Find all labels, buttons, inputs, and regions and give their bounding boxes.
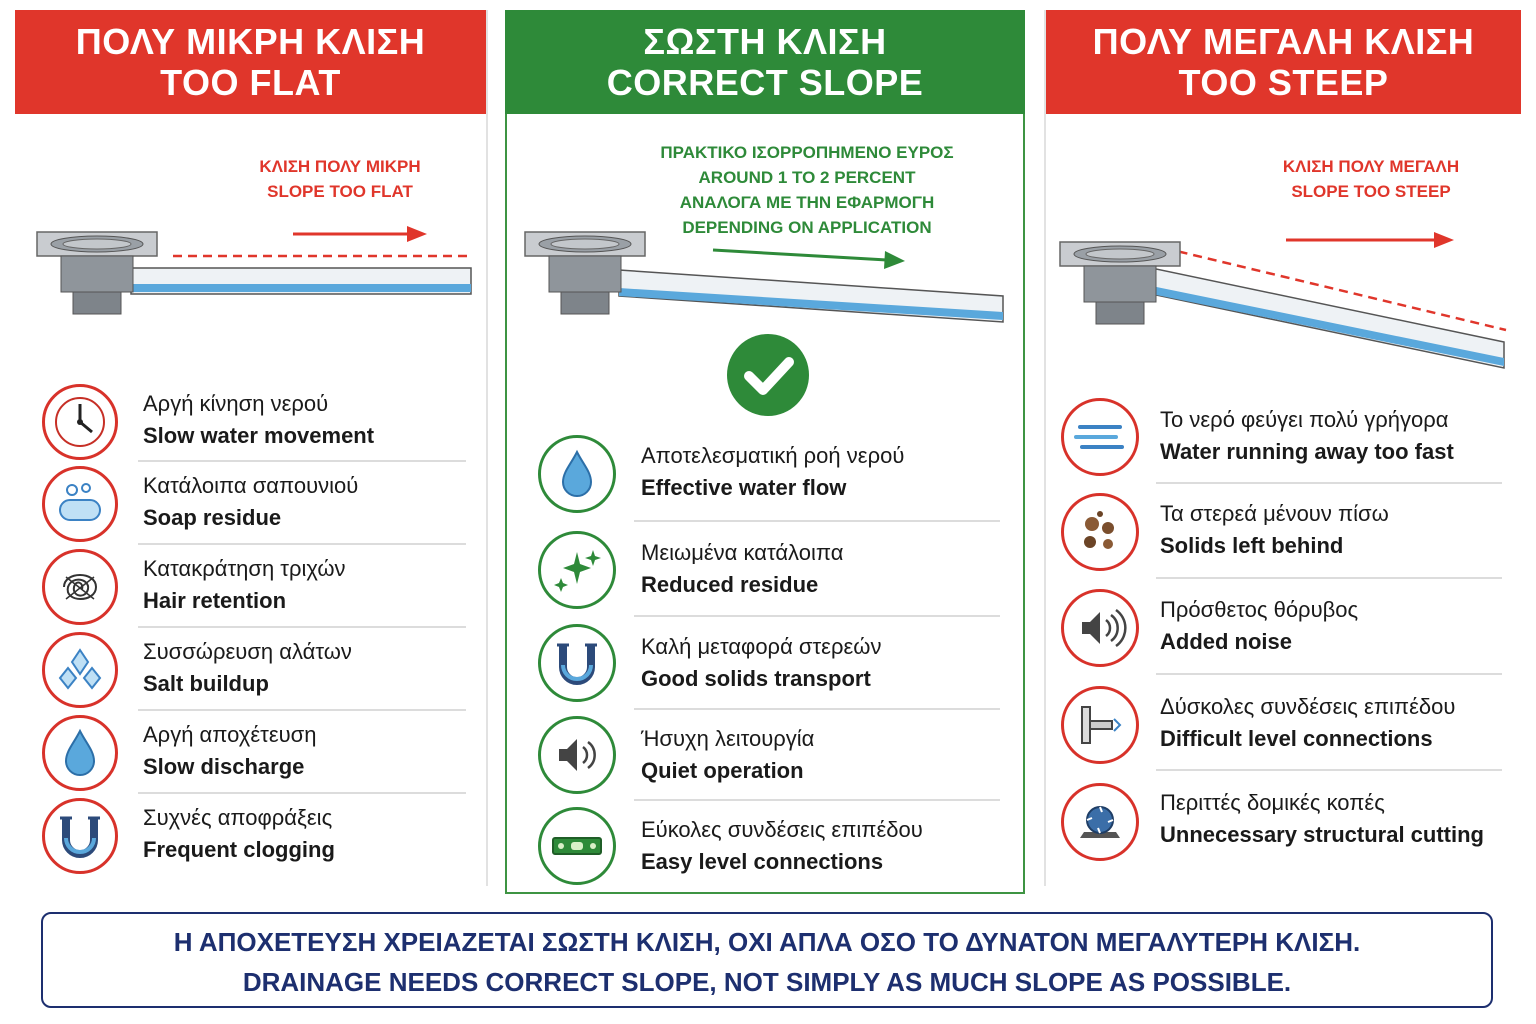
item-label-gr: Ήσυχη λειτουργία: [641, 726, 815, 751]
flat-item-4: [143, 636, 352, 700]
steep-item-4: [1160, 691, 1455, 755]
item-label-gr: Συσσώρευση αλάτων: [143, 639, 352, 664]
water-drop-icon: [42, 715, 118, 791]
item-label-en: Added noise: [1160, 629, 1293, 654]
divider: [138, 626, 466, 628]
flat-item-2: [143, 470, 358, 534]
item-label-en: Salt buildup: [143, 671, 269, 696]
fast-water-icon: [1061, 398, 1139, 476]
item-label-gr: Πρόσθετος θόρυβος: [1160, 597, 1359, 622]
item-label-gr: Κατακράτηση τριχών: [143, 556, 346, 581]
too-flat-title-gr: ΠΟΛΥ ΜΙΚΡΗ ΚΛΙΣΗ: [75, 21, 426, 62]
item-label-en: Easy level connections: [641, 849, 884, 874]
check-icon: [727, 334, 809, 416]
conclusion-gr: Η ΑΠΟΧΕΤΕΥΣΗ ΧΡΕΙΑΖΕΤΑΙ ΣΩΣΤΗ ΚΛΙΣΗ, ΟΧΙ ΑΠΛΑ ΟΣΟ ΤΟ ΔΥΝΑΤΟΝ ΜΕΓΑΛΥΤΕΡΗ ΚΛΙΣΗ.: [173, 927, 1361, 957]
divider: [634, 520, 1000, 522]
divider: [138, 709, 466, 711]
item-label-gr: Αργή κίνηση νερού: [143, 391, 329, 416]
correct-item-1: [641, 440, 904, 504]
divider: [634, 799, 1000, 801]
correct-title-en: CORRECT SLOPE: [606, 62, 924, 103]
too-steep-title-en: TOO STEEP: [1178, 62, 1389, 103]
item-label-gr: Περιττές δομικές κοπές: [1160, 790, 1385, 815]
item-label-en: Effective water flow: [641, 475, 847, 500]
steep-item-1: [1160, 404, 1454, 468]
item-label-gr: Δύσκολες συνδέσεις επιπέδου: [1160, 694, 1456, 719]
item-label-en: Slow water movement: [143, 423, 375, 448]
sparkles-icon: [538, 531, 616, 609]
item-label-en: Solids left behind: [1160, 533, 1344, 558]
too-steep-note-gr: ΚΛΙΣΗ ΠΟΛΥ ΜΕΓΑΛΗ: [1282, 157, 1460, 176]
divider: [1156, 769, 1502, 771]
item-label-gr: Κατάλοιπα σαπουνιού: [143, 473, 359, 498]
u-trap-icon: [42, 798, 118, 874]
water-drop-icon: [538, 435, 616, 513]
u-trap-icon: [538, 624, 616, 702]
item-label-gr: Εύκολες συνδέσεις επιπέδου: [641, 817, 923, 842]
speaker-icon: [538, 716, 616, 794]
steep-item-2: [1160, 498, 1389, 562]
correct-slope-header: [505, 10, 1025, 114]
solids-icon: [1061, 493, 1139, 571]
divider: [1156, 673, 1502, 675]
too-flat-note: [215, 154, 465, 204]
item-label-en: Hair retention: [143, 588, 287, 613]
divider: [1156, 482, 1502, 484]
flat-item-1: [143, 388, 374, 452]
divider: [138, 460, 466, 462]
item-label-en: Good solids transport: [641, 666, 871, 691]
correct-item-3: [641, 631, 881, 695]
too-flat-header: [15, 10, 486, 114]
item-label-gr: Συχνές αποφράξεις: [143, 805, 333, 830]
steep-item-5: [1160, 787, 1484, 851]
item-label-en: Quiet operation: [641, 758, 804, 783]
flat-item-6: [143, 802, 335, 866]
flat-item-5: [143, 719, 316, 783]
steep-drain-diagram: [1058, 216, 1518, 376]
correct-note-line: ΑΝΑΛΟΓΑ ΜΕ ΤΗΝ ΕΦΑΡΜΟΓΗ: [679, 193, 935, 212]
saw-cutting-icon: [1061, 783, 1139, 861]
spirit-level-icon: [538, 807, 616, 885]
item-label-gr: Τα στερεά μένουν πίσω: [1160, 501, 1389, 526]
item-label-gr: Αποτελεσματική ροή νερού: [641, 443, 905, 468]
item-label-en: Frequent clogging: [143, 837, 335, 862]
divider: [634, 615, 1000, 617]
too-steep-note: [1246, 154, 1496, 204]
loud-speaker-icon: [1061, 589, 1139, 667]
pipe-connection-icon: [1061, 686, 1139, 764]
too-steep-title-gr: ΠΟΛΥ ΜΕΓΑΛΗ ΚΛΙΣΗ: [1092, 21, 1475, 62]
soap-icon: [42, 466, 118, 542]
salt-crystals-icon: [42, 632, 118, 708]
item-label-en: Soap residue: [143, 505, 282, 530]
conclusion-en: DRAINAGE NEEDS CORRECT SLOPE, NOT SIMPLY AS MUCH SLOPE AS POSSIBLE.: [242, 967, 1292, 997]
correct-item-2: [641, 537, 843, 601]
correct-note-line: DEPENDING ON APPLICATION: [682, 218, 932, 237]
correct-note-line: ΠΡΑΚΤΙΚΟ ΙΣΟΡΡΟΠΗΜΕΝΟ ΕΥΡΟΣ: [660, 143, 954, 162]
correct-item-4: [641, 723, 814, 787]
item-label-en: Water running away too fast: [1160, 439, 1454, 464]
item-label-en: Difficult level connections: [1160, 726, 1433, 751]
item-label-en: Slow discharge: [143, 754, 305, 779]
divider: [634, 708, 1000, 710]
correct-note-line: AROUND 1 TO 2 PERCENT: [698, 168, 916, 187]
too-flat-note-en: SLOPE TOO FLAT: [267, 182, 413, 201]
correct-title-gr: ΣΩΣΤΗ ΚΛΙΣΗ: [643, 21, 887, 62]
item-label-gr: Αργή αποχέτευση: [143, 722, 317, 747]
item-label-en: Reduced residue: [641, 572, 819, 597]
correct-drain-diagram: [523, 220, 1013, 330]
item-label-gr: Καλή μεταφορά στερεών: [641, 634, 882, 659]
clock-icon: [42, 384, 118, 460]
divider: [138, 792, 466, 794]
flat-item-3: [143, 553, 346, 617]
divider: [1156, 577, 1502, 579]
flat-drain-diagram: [35, 210, 485, 320]
too-steep-note-en: SLOPE TOO STEEP: [1291, 182, 1451, 201]
hair-icon: [42, 549, 118, 625]
correct-item-5: [641, 814, 923, 878]
too-flat-title-en: TOO FLAT: [160, 62, 341, 103]
divider: [138, 543, 466, 545]
item-label-en: Unnecessary structural cutting: [1160, 822, 1484, 847]
too-flat-note-gr: ΚΛΙΣΗ ΠΟΛΥ ΜΙΚΡΗ: [259, 157, 421, 176]
too-steep-header: [1046, 10, 1521, 114]
item-label-gr: Μειωμένα κατάλοιπα: [641, 540, 844, 565]
conclusion-banner: [41, 912, 1493, 1008]
item-label-gr: Το νερό φεύγει πολύ γρήγορα: [1160, 407, 1449, 432]
steep-item-3: [1160, 594, 1358, 658]
